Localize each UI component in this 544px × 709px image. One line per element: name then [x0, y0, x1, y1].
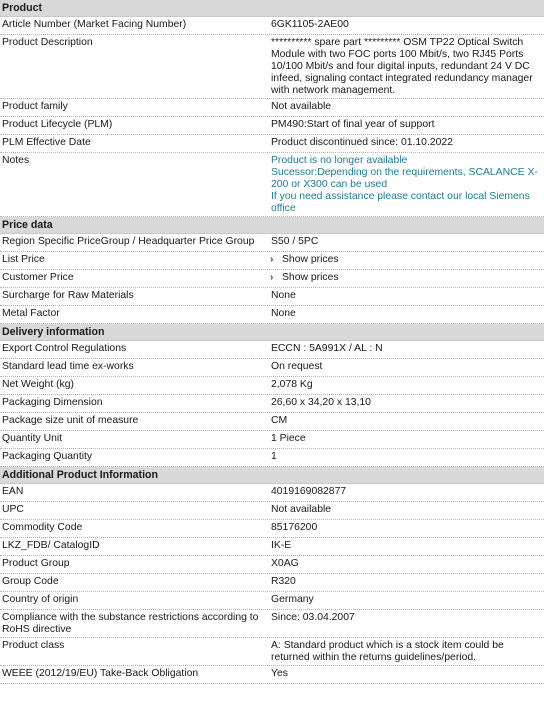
row-label: Quantity Unit: [2, 433, 63, 444]
value-text: Product discontinued since: 01.10.2022: [271, 137, 453, 148]
row-value: [269, 502, 544, 519]
row-label: LKZ_FDB/ CatalogID: [2, 540, 100, 551]
section-header-additional-product-information: Additional Product Information: [0, 467, 544, 484]
section-header-price-data: Price data: [0, 217, 544, 234]
value-text: 85176200: [271, 522, 318, 533]
row-label: Notes: [2, 155, 30, 166]
row-value: [269, 270, 544, 287]
table-row: [0, 610, 544, 638]
show-prices-label[interactable]: Show prices: [282, 254, 339, 265]
note-text: Sucessor:Depending on the requirements, SCALANCE X-200 or X300 can be used: [271, 167, 538, 190]
value-text: R320: [271, 576, 296, 587]
row-label: Compliance with the substance restrictions according to RoHS directive: [2, 612, 259, 635]
row-label: PLM Effective Date: [2, 137, 91, 148]
value-text: Not available: [271, 504, 332, 515]
table-row: [0, 35, 544, 99]
row-value: [269, 395, 544, 412]
row-value: [269, 135, 544, 152]
table-row: [0, 153, 544, 217]
row-label: Net Weight (kg): [2, 379, 74, 390]
row-label: Metal Factor: [2, 308, 60, 319]
table-row: [0, 117, 544, 135]
value-text: PM490:Start of final year of support: [271, 119, 435, 130]
row-value: [269, 574, 544, 591]
row-label: List Price: [2, 254, 45, 265]
row-value: [269, 638, 544, 665]
value-text: None: [271, 290, 296, 301]
row-label: Package size unit of measure: [2, 415, 139, 426]
table-row: [0, 574, 544, 592]
value-text: IK-E: [271, 540, 292, 551]
section-header-delivery-information: Delivery information: [0, 324, 544, 341]
row-label: Customer Price: [2, 272, 74, 283]
row-value: [269, 413, 544, 430]
row-value: [269, 377, 544, 394]
row-value: [269, 520, 544, 537]
table-row: [0, 666, 544, 684]
row-label: Article Number (Market Facing Number): [2, 19, 187, 30]
row-label: Export Control Regulations: [2, 343, 127, 354]
value-text: Germany: [271, 594, 314, 605]
table-row: [0, 538, 544, 556]
row-value: [269, 484, 544, 501]
value-text: 1: [271, 451, 277, 462]
table-row: [0, 520, 544, 538]
value-text: ECCN : 5A991X / AL : N: [271, 343, 383, 354]
row-value: [269, 252, 544, 269]
value-text: Yes: [271, 668, 288, 679]
row-label: Commodity Code: [2, 522, 83, 533]
row-label: Region Specific PriceGroup / Headquarter Price Group: [2, 236, 255, 247]
row-value: [269, 153, 544, 216]
row-label: Product Description: [2, 37, 93, 48]
value-text: ********** spare part ********* OSM TP22 Optical Switch Module with two FOC ports 100 Mbit/s, two RJ45 Ports 10/100 Mbit/s and four digital inputs, redundant 24 V DC infeed, signaling contact integrated redundancy manager with network management.: [271, 37, 533, 96]
row-label: Product Lifecycle (PLM): [2, 119, 113, 130]
row-value: [269, 592, 544, 609]
table-row: [0, 377, 544, 395]
row-label: Surcharge for Raw Materials: [2, 290, 134, 301]
row-value: [269, 35, 544, 98]
table-row: [0, 135, 544, 153]
table-row: [0, 341, 544, 359]
row-value: [269, 306, 544, 323]
value-text: 4019169082877: [271, 486, 347, 497]
row-value: [269, 234, 544, 251]
row-value: [269, 538, 544, 555]
row-value: [269, 666, 544, 683]
row-value: [269, 359, 544, 376]
row-label: Country of origin: [2, 594, 79, 605]
value-text: None: [271, 308, 296, 319]
row-value: [269, 288, 544, 305]
table-row: [0, 99, 544, 117]
row-value: [269, 449, 544, 466]
row-value: [269, 341, 544, 358]
table-row: [0, 484, 544, 502]
row-value: [269, 17, 544, 34]
table-row: [0, 17, 544, 35]
note-text: If you need assistance please contact our local Siemens office: [271, 191, 530, 214]
row-value: [269, 610, 544, 637]
row-label: Standard lead time ex-works: [2, 361, 134, 372]
row-value: [269, 99, 544, 116]
value-text: Not available: [271, 101, 332, 112]
table-row: [0, 449, 544, 467]
value-text: Since: 03.04.2007: [271, 612, 355, 623]
row-label: Product Group: [2, 558, 70, 569]
table-row: [0, 252, 544, 270]
row-label: EAN: [2, 486, 24, 497]
table-row: [0, 359, 544, 377]
show-prices-label[interactable]: Show prices: [282, 272, 339, 283]
table-row: [0, 288, 544, 306]
show-prices-link[interactable]: [271, 254, 538, 266]
show-prices-link[interactable]: [271, 272, 538, 284]
value-text: 6GK1105-2AE00: [271, 19, 349, 30]
table-row: [0, 556, 544, 574]
table-row: [0, 395, 544, 413]
chevron-right-icon: ›: [270, 254, 274, 265]
row-label: WEEE (2012/19/EU) Take-Back Obligation: [2, 668, 199, 679]
section-header-product: Product: [0, 0, 544, 17]
value-text: 1 Piece: [271, 433, 306, 444]
value-text: S50 / 5PC: [271, 236, 319, 247]
value-text: 2,078 Kg: [271, 379, 313, 390]
note-text: Product is no longer available: [271, 155, 408, 166]
table-row: [0, 306, 544, 324]
row-value: [269, 117, 544, 134]
row-value: [269, 431, 544, 448]
table-row: [0, 270, 544, 288]
row-label: Product family: [2, 101, 68, 112]
value-text: On request: [271, 361, 323, 372]
row-label: Packaging Dimension: [2, 397, 103, 408]
row-value: [269, 556, 544, 573]
row-label: Group Code: [2, 576, 59, 587]
table-row: [0, 638, 544, 666]
table-row: [0, 502, 544, 520]
value-text: X0AG: [271, 558, 299, 569]
row-label: Product class: [2, 640, 65, 651]
table-row: [0, 592, 544, 610]
row-label: UPC: [2, 504, 24, 515]
table-row: [0, 234, 544, 252]
value-text: 26,60 x 34,20 x 13,10: [271, 397, 371, 408]
row-label: Packaging Quantity: [2, 451, 93, 462]
value-text: CM: [271, 415, 288, 426]
table-row: [0, 431, 544, 449]
chevron-right-icon: ›: [270, 272, 274, 283]
value-text: A: Standard product which is a stock item could be returned within the returns guidelines/period.: [271, 640, 504, 663]
table-row: [0, 413, 544, 431]
